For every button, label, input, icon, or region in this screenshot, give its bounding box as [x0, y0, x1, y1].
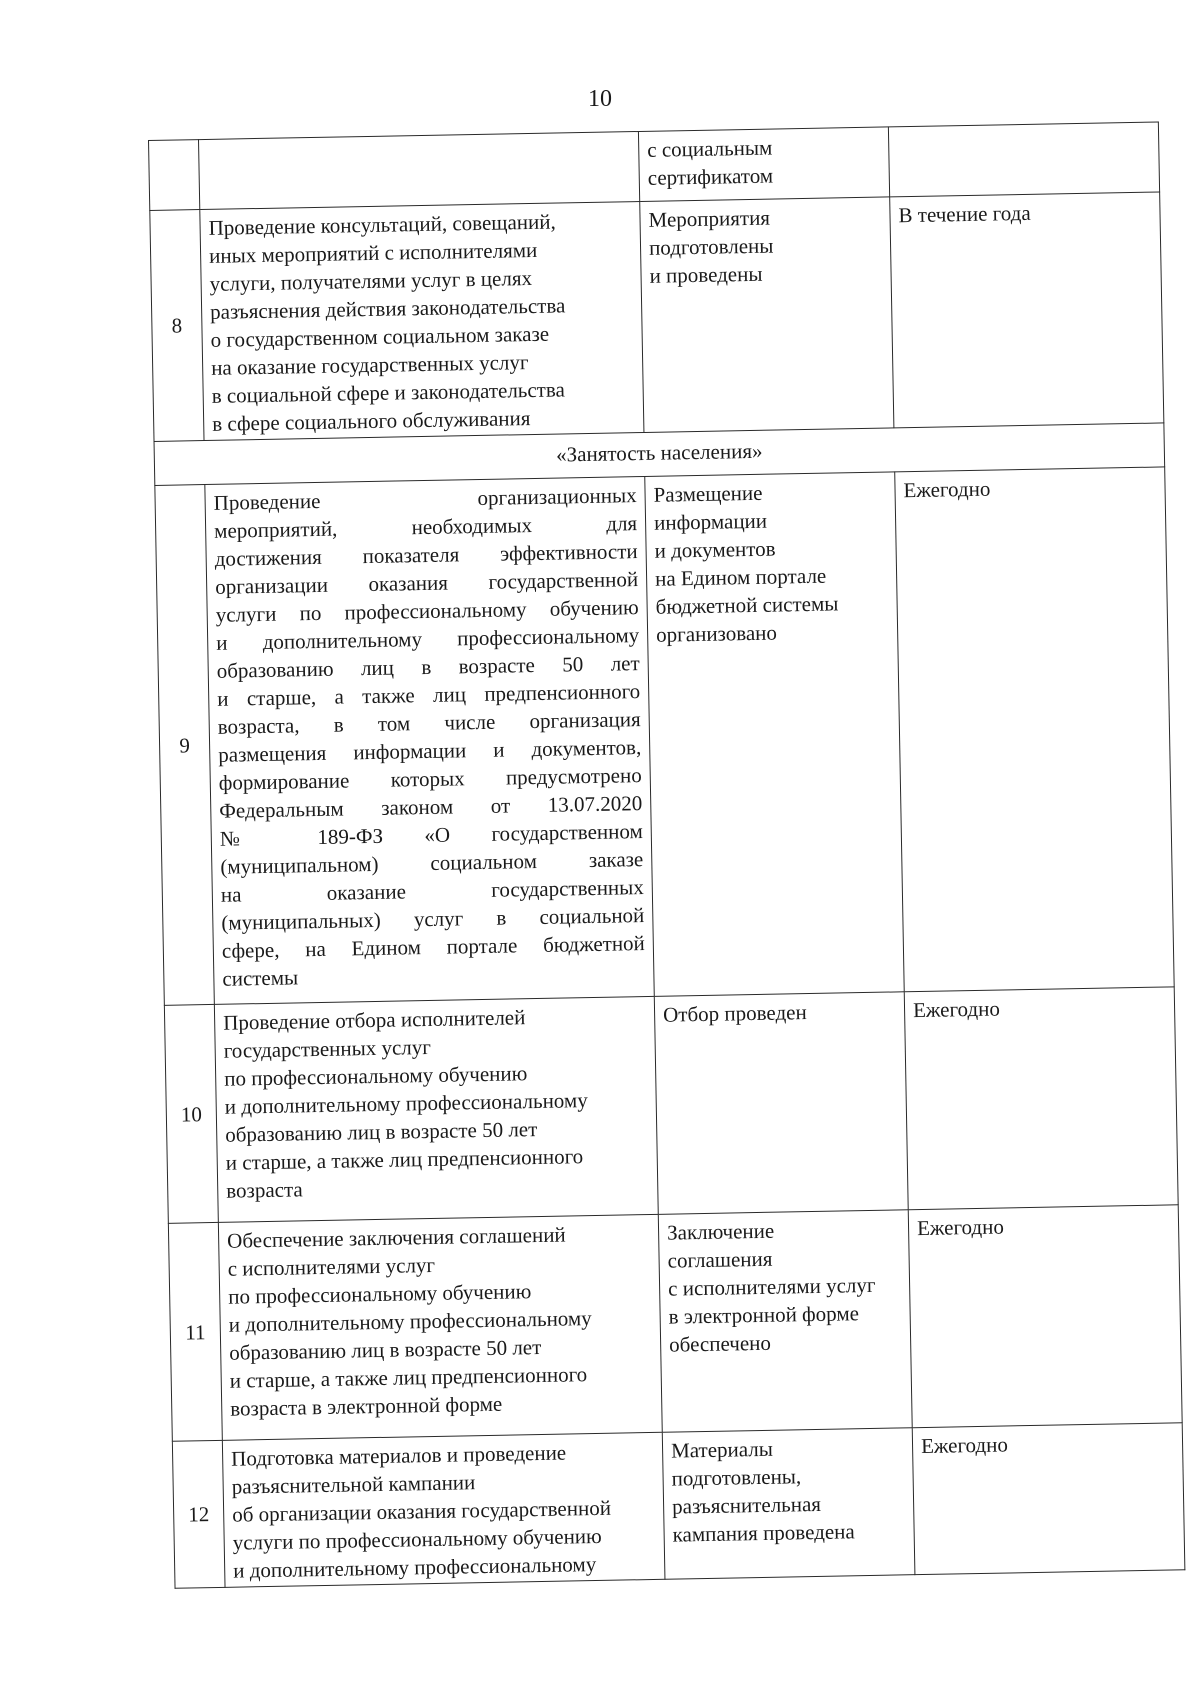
result-cell: Материалы подготовлены, разъяснительная кампания проведена [662, 1428, 915, 1580]
table-row-10 [164, 987, 1178, 1223]
activity-cell: Проведение консультаций, совещаний, иных мероприятий с исполнителями услуги, получателями услуг в целях разъяснения действия законодательства о государственном социальном заказе на оказание государственных услуг в социальной сфере и законодательства в сфере социального обслуживания [200, 201, 644, 440]
document-sheet [148, 121, 1184, 1588]
deadline-cell: В течение года [890, 192, 1164, 428]
row-number: 9 [155, 485, 215, 1006]
deadline-cell: Ежегодно [912, 1423, 1185, 1575]
table-row-9 [155, 467, 1174, 1005]
activity-cell: Обеспечение заключения соглашений с исполнителями услуг по профессиональному обучению и дополнительному профессиональному образованию лиц в возрасте 50 лет и старше, а также лиц предпенсионного возраста в электронной форме [218, 1214, 662, 1440]
activity-cell: Подготовка материалов и проведение разъяснительной кампании об организации оказания государственной услуги по профессиональному обучению и дополнительному профессиональному [222, 1432, 665, 1587]
activity-cell: Проведение отбора исполнителей государственных услуг по профессиональному обучению и дополнительному профессиональному образованию лиц в возрасте 50 лет и старше, а также лиц предпенсионного возраста [214, 996, 658, 1222]
deadline-cell: Ежегодно [908, 1205, 1182, 1428]
table-row-8 [150, 192, 1164, 441]
deadline-cell: Ежегодно [895, 467, 1174, 992]
result-cell: Мероприятия подготовлены и проведены [640, 197, 894, 433]
result-cell: с социальным сертификатом [638, 127, 889, 202]
activity-cell: Проведение организационных мероприятий, необходимых для достижения показателя эффективности организации оказания государственной услуги по профессиональному обучению и дополнительному профессиональному образованию лиц в возрасте 50 лет и старше, а также лиц предпенсионного возраста, в том числе организация размещения информации и документов, формирование которых предусмотрено Федеральным законом от 13.07.2020 № 189-ФЗ «О государственном (муниципальном) социальном заказе на оказание государственных (муниципальных) услуг в социальной сфере, на Едином портале бюджетной системы [205, 476, 654, 1004]
table-row-11 [168, 1205, 1182, 1441]
row-number: 11 [168, 1222, 222, 1441]
activity-cell [199, 132, 640, 210]
result-cell: Размещение информации и документов на Едином портале бюджетной системы организовано [645, 472, 904, 996]
result-cell: Отбор проведен [654, 992, 908, 1215]
page-number: 10 [588, 86, 612, 112]
row-number: 8 [150, 210, 204, 442]
row-number: 10 [164, 1004, 218, 1223]
section-title: «Занятость населения» [154, 423, 1165, 486]
result-cell: Заключение соглашения с исполнителями услуг в электронной форме обеспечено [658, 1210, 912, 1433]
table-row-12 [172, 1423, 1185, 1588]
row-number [149, 140, 200, 211]
deadline-cell: Ежегодно [904, 987, 1178, 1210]
deadline-cell [888, 122, 1159, 197]
plan-table [148, 121, 1185, 1588]
row-number: 12 [172, 1440, 225, 1588]
